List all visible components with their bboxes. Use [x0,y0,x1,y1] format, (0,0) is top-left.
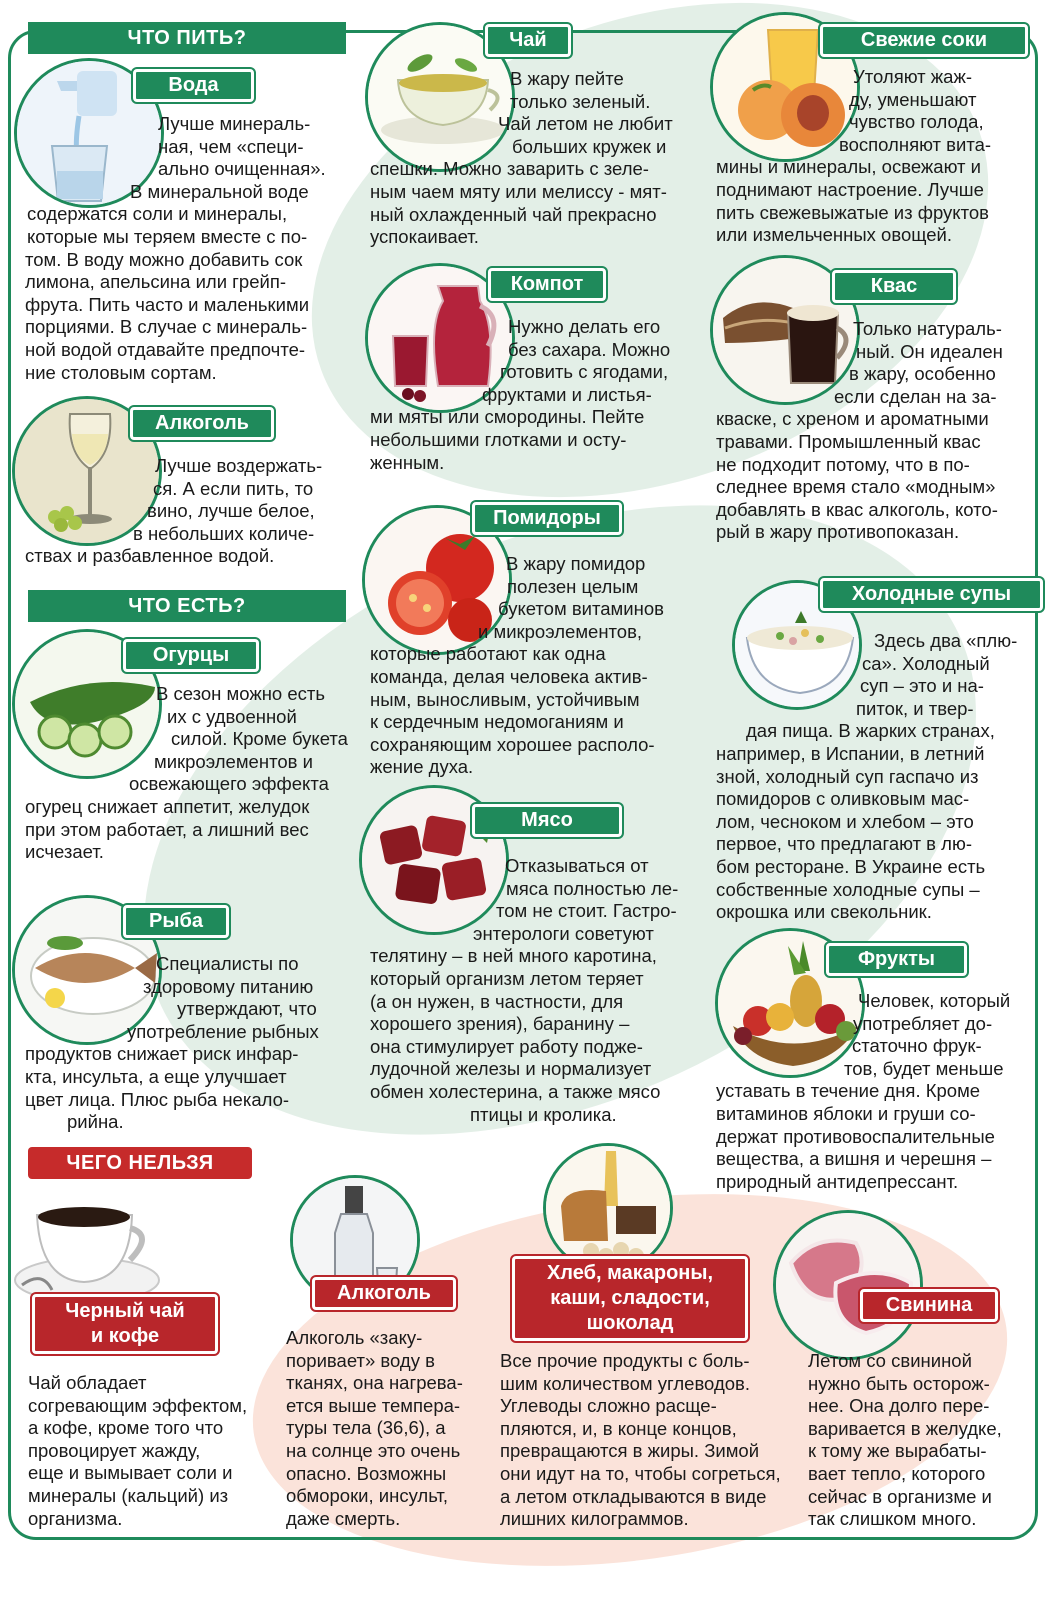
cucumbers-text [25,683,348,864]
carbs-title [512,1256,748,1341]
fish-line: употребление рыбных [127,1020,319,1042]
pork-title: Свинина [860,1289,998,1322]
alcohol-forbidden-title: Алкоголь [312,1277,456,1310]
kvass-line: в жару, особенно [849,363,996,385]
meat-title: Мясо [472,804,622,837]
kvass-line: если сделан на за- [834,385,997,407]
pork-image [773,1210,923,1360]
fruits-line: природный антидепрессант. [716,1170,959,1192]
cucumbers-title: Огурцы [123,639,259,672]
fish-line: рийна. [67,1111,124,1133]
compote-line: женным. [370,451,445,473]
fish-line: кта, инсульта, а еще улучшает [25,1065,287,1087]
cucumbers-line: исчезает. [25,841,104,863]
carbs-title-line: каши, сладости, [550,1287,710,1309]
water-line: содержатся соли и минералы, [27,203,288,225]
fruits-line: тов, будет меньше [844,1057,1004,1079]
alcohol-forbidden-line: даже смерть. [286,1507,401,1529]
tomatoes-line: команда, делая человека актив- [370,665,648,687]
juices-line: чувство голода, [849,111,984,133]
meat-line: который организм летом теряет [370,967,644,989]
pork-line: нее. Она долго пере- [808,1395,990,1417]
kvass-line: не подходит потому, что в по- [716,453,970,475]
alcohol-drink-line: в небольших количе- [133,522,315,544]
pork-line: так слишком много. [808,1508,977,1530]
pork-line: нужно быть осторож- [808,1372,990,1394]
tomatoes-text [370,553,710,779]
cucumbers-line: их с удвоенной [167,705,297,727]
cold-soups-line: питок, и твер- [856,697,974,719]
cucumbers-line: силой. Кроме букета [171,728,348,750]
water-line: Лучше минераль- [158,113,311,134]
cucumbers-line: при этом работает, а лишний вес [25,818,309,840]
black-tea-coffee-text [28,1372,278,1530]
tea-line: ным чаем мяту или мелиссу - мят- [370,180,667,202]
fruits-line: Человек, который [858,990,1011,1011]
water-line: том. В воду можно добавить сок [25,248,303,270]
kvass-text [716,318,1036,544]
pork-line: вает тепло, которого [808,1462,986,1484]
tomatoes-line: которые работают как одна [370,643,606,665]
black-tea-coffee-line: минералы (кальций) из [28,1484,229,1506]
cucumbers-line: освежающего эффекта [129,773,329,795]
water-line: В минеральной воде [130,180,309,202]
juices-line: ду, уменьшают [849,88,977,110]
pork-line: варивается в желудке, [808,1417,1002,1439]
meat-line: хорошего зрения), баранину – [370,1013,630,1035]
alcohol-drink-line: вино, лучше белое, [147,500,315,522]
water-line: лимона, апельсина или грейп- [25,271,287,293]
alcohol-drink-text [25,455,345,568]
fish-line: цвет лица. Плюс рыба некало- [25,1088,290,1110]
carbs-line: пляются, и, в конце концов, [500,1417,737,1439]
fish-line: здоровому питанию [143,975,314,997]
meat-line: лудочной железы и нормализует [370,1058,652,1080]
alcohol-drink-line: ся. А если пить, то [153,477,314,499]
carbs-line: лишних килограммов. [500,1508,689,1530]
carbs-line: они идут на то, чтобы согреться, [500,1462,781,1484]
compote-line: без сахара. Можно [508,338,671,360]
water-line: которые мы теряем вместе с по- [27,225,308,247]
black-tea-coffee-line: а кофе, кроме того что [28,1417,224,1439]
carbs-text [500,1350,805,1531]
kvass-line: добавлять в квас алкоголь, кото- [716,498,998,520]
tomatoes-line: и микроэлементов, [478,620,643,642]
carbs-title-line: Хлеб, макароны, [546,1262,714,1284]
juices-line: восполняют вита- [839,133,992,155]
fruits-text [716,990,1036,1193]
kvass-line: следнее время стало «модным» [716,476,996,498]
meat-line: она стимулирует работу подже- [370,1035,643,1057]
kvass-line: кваске, с хреном и ароматными [716,408,989,430]
alcohol-forbidden-line: поривает» воду в [286,1349,435,1371]
meat-line: телятину – в ней много каротина, [370,945,657,967]
tomatoes-line: жение духа. [370,756,474,778]
water-title: Вода [133,69,254,102]
cold-soups-line: например, в Испании, в летний [716,742,985,764]
cold-soups-line: бом ресторане. В Украине есть [716,855,986,877]
tea-line: успокаивает. [370,226,479,248]
alcohol-forbidden-text [286,1327,496,1530]
tomatoes-line: к сердечным недомоганиям и [370,711,624,733]
section-forbidden: ЧЕГО НЕЛЬЗЯ [28,1147,252,1179]
tea-line: ный охлажденный чай прекрасно [370,203,657,225]
water-line: порциями. В случае с минераль- [25,316,308,338]
alcohol-drink-line: Лучше воздержать- [155,455,323,476]
cold-soups-line: дая пища. В жарких странах, [746,720,995,742]
juices-line: Утоляют жаж- [853,66,972,87]
black-tea-coffee-title-line: и кофе [90,1325,160,1347]
cold-soups-line: са». Холодный [862,652,990,674]
black-tea-coffee-title-line: Черный чай [65,1300,185,1322]
compote-line: фруктами и листья- [482,383,652,405]
alcohol-forbidden-line: опасно. Возможны [286,1462,447,1484]
tomatoes-line: ным, выносливым, устойчивым [370,688,640,710]
fruits-line: витаминов яблоки и груши со- [716,1102,976,1124]
compote-line: готовить с ягодами, [500,361,669,383]
cold-soups-line: первое, что предлагают в лю- [716,833,972,855]
tomatoes-line: букетом витаминов [498,598,664,620]
section-drink: ЧТО ПИТЬ? [28,22,346,54]
juices-line: или измельченных овощей. [716,224,953,246]
tea-line: Чай летом не любит [498,113,673,135]
fish-line: продуктов снижает риск инфар- [25,1043,299,1065]
meat-text [370,855,710,1126]
carbs-line: а летом откладываются в виде [500,1485,767,1507]
black-tea-coffee-line: провоцирует жажду, [28,1439,201,1461]
compote-title: Компот [488,268,606,301]
alcohol-forbidden-line: туры тела (36,6), а [286,1417,446,1439]
compote-line: Нужно делать его [508,316,661,337]
fruits-title: Фрукты [826,943,967,976]
water-line: ние столовым сортам. [25,361,217,383]
section-eat: ЧТО ЕСТЬ? [28,590,346,622]
kvass-line: травами. Промышленный квас [716,430,981,452]
tea-line: только зеленый. [510,90,651,112]
water-line: ной водой отдавайте предпочте- [25,338,306,360]
juices-title: Свежие соки [820,24,1028,57]
cold-soups-line: помидоров с оливковым мас- [716,788,970,810]
alcohol-forbidden-line: обмороки, инсульт, [286,1485,448,1507]
juices-line: пить свежевыжатые из фруктов [716,201,989,223]
water-line: фрута. Пить часто и маленькими [25,293,310,315]
tea-line: спешки. Можно заварить с зеле- [370,158,649,180]
coffee-image [12,1190,162,1310]
tea-line: больших кружек и [512,135,667,157]
water-text [25,113,345,384]
cold-soups-line: собственные холодные супы – [716,878,980,900]
cold-soups-line: зной, холодный суп гаспачо из [716,765,979,787]
meat-line: птицы и кролика. [470,1103,617,1125]
meat-line: Отказываться от [505,855,649,876]
tea-text [370,68,710,249]
tomatoes-line: сохраняющим хорошее располо- [370,733,655,755]
juices-line: мины и минералы, освежают и [716,156,982,178]
cucumbers-line: огурец снижает аппетит, желудок [25,795,310,817]
cold-soups-text [716,630,1036,924]
cucumbers-line: микроэлементов и [154,750,313,772]
alcohol-drink-line: ствах и разбавленное водой. [25,545,275,567]
tomatoes-line: полезен целым [507,575,639,597]
cold-soups-line: суп – это и на- [860,675,984,697]
fruits-line: уставать в течение дня. Кроме [716,1080,981,1102]
bread-pasta-image [543,1143,673,1273]
cold-soups-line: Здесь два «плю- [874,630,1018,651]
pork-line: Летом со свининой [808,1350,972,1371]
fruits-line: статочно фрук- [852,1035,982,1057]
cold-soups-title: Холодные супы [820,578,1043,611]
meat-line: мяса полностью ле- [506,877,679,899]
cold-soups-line: окрошка или свекольник. [716,901,932,923]
kvass-line: Только натураль- [853,318,1002,339]
alcohol-forbidden-line: тканях, она нагрева- [286,1372,463,1394]
fish-line: Специалисты по [156,953,299,974]
juices-text [716,66,1031,247]
black-tea-coffee-title [32,1294,218,1354]
kvass-line: ный. Он идеален [856,340,1003,362]
water-line: ально очищенная». [158,158,326,180]
carbs-line: шим количеством углеводов. [500,1372,750,1394]
tea-line: В жару пейте [510,68,624,89]
alcohol-drink-title: Алкоголь [130,407,274,440]
water-line: ная, чем «специ- [158,135,304,157]
fish-title: Рыба [123,905,229,938]
kvass-line: рый в жару противопоказан. [716,521,960,543]
tomatoes-title: Помидоры [472,502,622,535]
black-tea-coffee-line: еще и вымывает соли и [28,1462,233,1484]
tomatoes-line: В жару помидор [506,553,646,574]
black-tea-coffee-line: согревающим эффектом, [28,1394,248,1416]
meat-line: том не стоит. Гастро- [496,900,677,922]
compote-line: ми мяты или смородины. Пейте [370,406,645,428]
meat-line: обмен холестерина, а также мясо [370,1080,661,1102]
fish-text [25,953,345,1134]
pork-line: сейчас в организме и [808,1485,992,1507]
cold-soups-line: лом, чесноком и хлебом – это [716,810,974,832]
carbs-line: Все прочие продукты с боль- [500,1350,750,1371]
fruits-line: употребляет до- [853,1012,993,1034]
pork-text [808,1350,1033,1531]
compote-text [370,316,710,474]
alcohol-forbidden-line: на солнце это очень [286,1439,461,1461]
compote-line: небольшими глотками и осту- [370,428,627,450]
fruits-line: держат противовоспалительные [716,1125,995,1147]
fish-line: утверждают, что [177,998,317,1020]
alcohol-forbidden-line: Алкоголь «заку- [286,1327,423,1348]
carbs-line: Углеводы сложно расще- [500,1395,717,1417]
pork-line: к тому же вырабаты- [808,1440,987,1462]
meat-line: (а он нужен, в частности, для [370,990,624,1012]
carbs-line: превращаются в жиры. Зимой [500,1440,760,1462]
black-tea-coffee-line: Чай обладает [28,1372,147,1393]
cucumbers-line: В сезон можно есть [156,683,326,704]
carbs-title-line: шоколад [586,1312,674,1334]
meat-line: энтерологи советуют [473,922,654,944]
kvass-title: Квас [832,270,956,303]
black-tea-coffee-line: организма. [28,1507,123,1529]
alcohol-forbidden-line: ется выше темпера- [286,1394,461,1416]
juices-line: поднимают настроение. Лучше [716,178,984,200]
fruits-line: вещества, а вишня и черешня – [716,1148,992,1170]
tea-title: Чай [485,24,571,57]
